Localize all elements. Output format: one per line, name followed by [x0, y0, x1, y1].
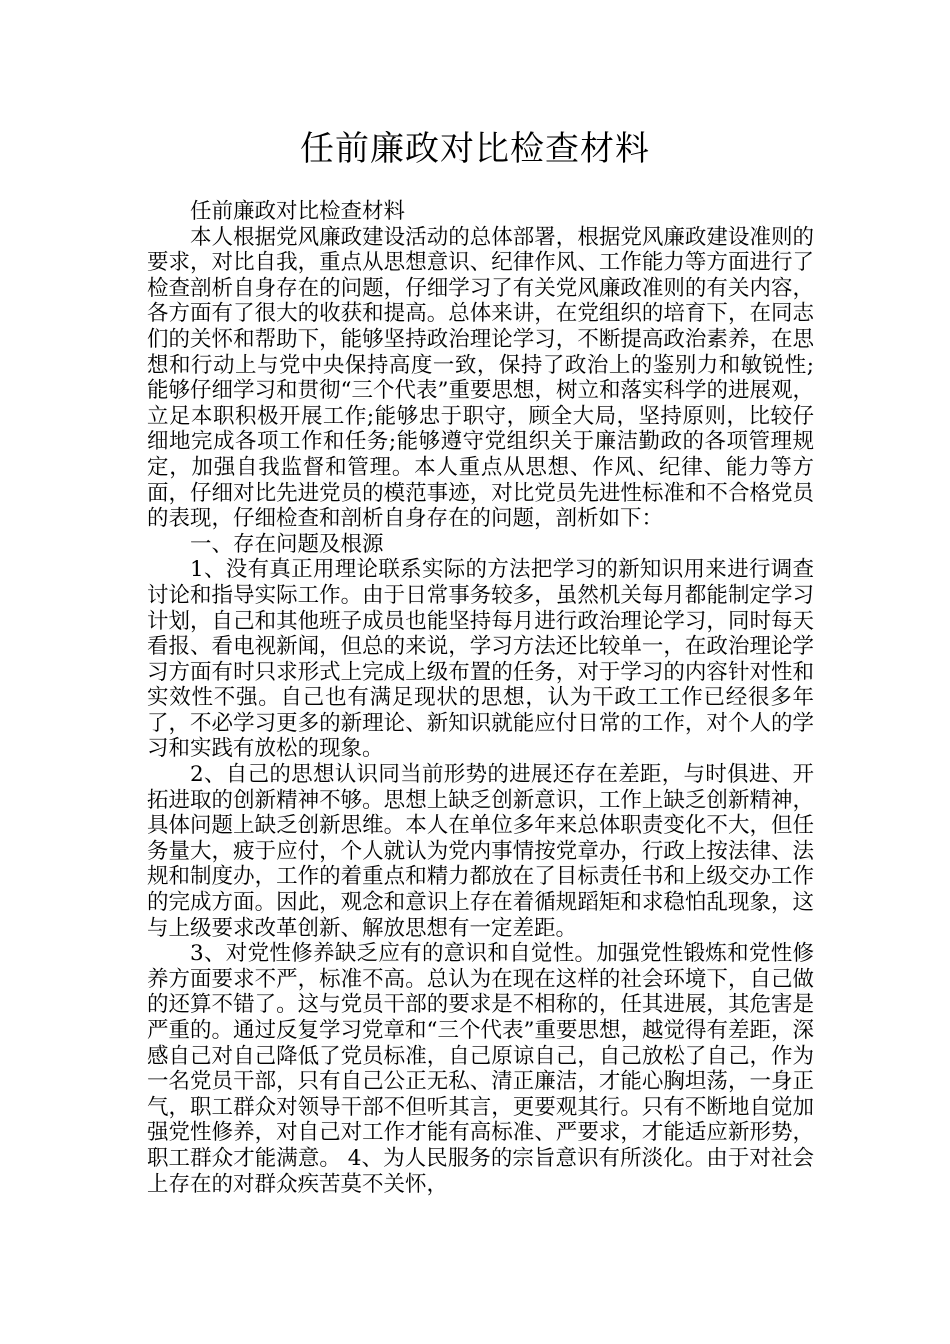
- paragraph-item-1: 1、没有真正用理论联系实际的方法把学习的新知识用来进行调查讨论和指导实际工作。由于日常事务较多，虽然机关每月都能制定学习计划，自己和其他班子成员也能坚持每月进行政治理论学习，同时每天看报、看电视新闻，但总的来说，学习方法还比较单一，在政治理论学习方面有时只求形式上完成上级布置的任务，对于学习的内容针对性和实效性不强。自己也有满足现状的思想，认为干政工工作已经很多年了，不必学习更多的新理论、新知识就能应付日常的工作，对个人的学习和实践有放松的现象。: [147, 557, 814, 762]
- paragraph-intro: 本人根据党风廉政建设活动的总体部署，根据党风廉政建设准则的要求，对比自我，重点从思想意识、纪律作风、工作能力等方面进行了检查剖析自身存在的问题，仔细学习了有关党风廉政准则的有关内容，各方面有了很大的收获和提高。总体来讲，在党组织的培育下，在同志们的关怀和帮助下，能够坚持政治理论学习，不断提高政治素养，在思想和行动上与党中央保持高度一致，保持了政治上的鉴别力和敏锐性;能够仔细学习和贯彻“三个代表”重要思想，树立和落实科学的进展观，立足本职积极开展工作;能够忠于职守，顾全大局，坚持原则，比较仔细地完成各项工作和任务;能够遵守党组织关于廉洁勤政的各项管理规定，加强自我监督和管理。本人重点从思想、作风、纪律、能力等方面，仔细对比先进党员的模范事迹，对比党员先进性标准和不合格党员的表现，仔细检查和剖析自身存在的问题，剖析如下：: [147, 224, 814, 532]
- paragraph-item-3: 3、对党性修养缺乏应有的意识和自觉性。加强党性锻炼和党性修养方面要求不严，标准不高。总认为在现在这样的社会环境下，自己做的还算不错了。这与党员干部的要求是不相称的，任其进展，其危害是严重的。通过反复学习党章和“三个代表”重要思想，越觉得有差距，深感自己对自己降低了党员标准，自己原谅自己，自己放松了自己，作为一名党员干部，只有自己公正无私、清正廉洁，才能心胸坦荡，一身正气，职工群众对领导干部不但听其言，更要观其行。只有不断地自觉加强党性修养，对自己对工作才能有高标准、严要求，才能适应新形势，职工群众才能满意。 4、为人民服务的宗旨意识有所淡化。由于对社会上存在的对群众疾苦莫不关怀，: [147, 941, 814, 1197]
- section-heading: 一、存在问题及根源: [190, 531, 384, 557]
- document-body: [147, 199, 814, 1197]
- document-title: 任前廉政对比检查材料: [300, 129, 650, 169]
- paragraph-item-2: 2、自己的思想认识同当前形势的进展还存在差距，与时俱进、开拓进取的创新精神不够。思想上缺乏创新意识，工作上缺乏创新精神，具体问题上缺乏创新思维。本人在单位多年来总体职责变化不大，但任务量大，疲于应付，个人就认为党内事情按党章办，行政上按法律、法规和制度办，工作的着重点和精力都放在了目标责任书和上级交办工作的完成方面。因此，观念和意识上存在着循规蹈矩和求稳怕乱现象，这与上级要求改革创新、解放思想有一定差距。: [147, 762, 814, 941]
- paragraph-subtitle: 任前廉政对比检查材料: [190, 199, 406, 224]
